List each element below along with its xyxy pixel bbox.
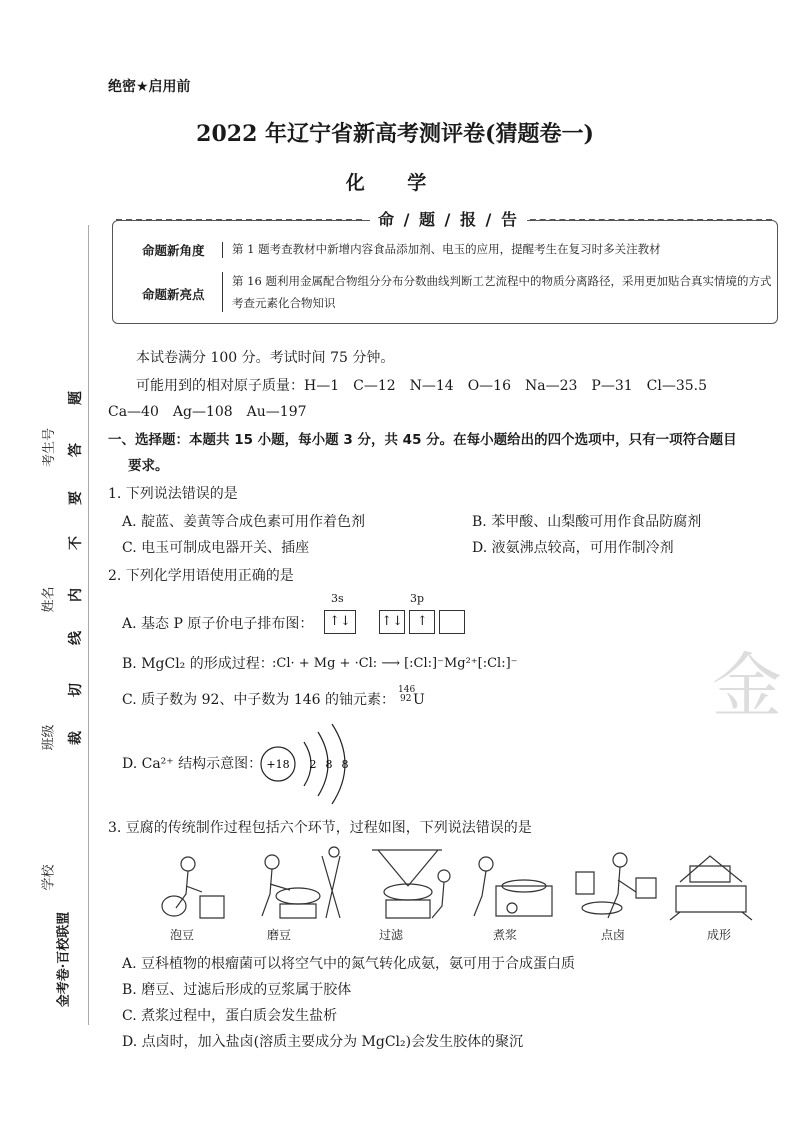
orbital-box-3p-2: ↑ (409, 610, 435, 634)
sidebar-char: 裁 (68, 731, 84, 745)
orbital-label-3p: 3p (410, 592, 425, 605)
ion-structure-diagram (256, 720, 366, 810)
report-separator (222, 242, 223, 258)
confidential-mark: 绝密★启用前 (108, 79, 191, 95)
q2-option-a[interactable]: A. 基态 P 原子价电子排布图： (122, 616, 314, 632)
mass-number: 146 (398, 685, 416, 695)
sidebar-label-school: 学校 (41, 864, 57, 891)
step-caption: 点卤 (600, 928, 625, 942)
atomic-mass-line-2: Ca—40 Ag—108 Au—197 (108, 404, 307, 420)
report-label-highlight: 命题新亮点 (142, 287, 205, 302)
step-caption: 成形 (706, 928, 731, 942)
sidebar-char: 线 (68, 631, 84, 645)
sidebar-brand: 金考卷·百校联盟 (56, 911, 72, 1008)
report-label-angle: 命题新角度 (142, 243, 205, 258)
q1-option-a[interactable]: A. 靛蓝、姜黄等合成色素可用作着色剂 (122, 514, 366, 530)
step-caption: 泡豆 (169, 928, 194, 942)
section-heading-cont: 要求。 (128, 458, 169, 474)
report-divider-left (116, 219, 362, 221)
q1-option-d[interactable]: D. 液氨沸点较高，可用作制冷剂 (472, 540, 674, 556)
atomic-number: 92 (400, 694, 412, 704)
report-text-angle: 第 1 题考查教材中新增内容食品添加剂、电玉的应用，提醒考生在复习时多关注教材 (232, 242, 661, 256)
report-divider-right (520, 219, 772, 221)
report-heading: 命 / 题 / 报 / 告 (370, 207, 527, 230)
sidebar-char: 答 (68, 443, 84, 457)
q2-option-c[interactable]: C. 质子数为 92、中子数为 146 的铀元素： (122, 692, 395, 708)
q2-stem: 2. 下列化学用语使用正确的是 (108, 568, 294, 584)
page-title: 2022 年辽宁省新高考测评卷(猜题卷一) (196, 121, 594, 147)
step-caption: 煮浆 (492, 928, 517, 942)
sidebar-char: 不 (68, 536, 84, 550)
sidebar-char: 内 (68, 588, 84, 602)
subject-title: 化 学 (345, 172, 445, 194)
q2-option-d[interactable]: D. Ca²⁺ 结构示意图： (122, 756, 263, 772)
q1-option-c[interactable]: C. 电玉可制成电器开关、插座 (122, 540, 310, 556)
step-caption: 磨豆 (266, 928, 291, 942)
watermark: 金 (712, 645, 782, 727)
report-text-highlight: 第 16 题利用金属配合物组分分布分数曲线判断工艺流程中的物质分离路径，采用更加贴合真实情境的方式考查元素化合物知识 (232, 274, 772, 310)
sidebar-char: 切 (68, 683, 84, 697)
q3-option-d[interactable]: D. 点卤时，加入盐卤(溶质主要成分为 MgCl₂)会发生胶体的聚沉 (122, 1034, 524, 1050)
shell-electrons: 8 (341, 758, 349, 771)
orbital-label-3s: 3s (331, 592, 344, 605)
orbital-diagram (324, 610, 464, 634)
orbital-box-3p-3 (439, 610, 465, 634)
orbital-box-3p-1: ↑↓ (379, 610, 405, 634)
sidebar-label-exam-number: 考生号 (42, 427, 58, 468)
sidebar-label-name: 姓名 (41, 586, 57, 613)
report-separator (222, 272, 223, 312)
atomic-mass-line: 可能用到的相对原子质量：H—1 C—12 N—14 O—16 Na—23 P—31 Cl—35.5 (136, 378, 708, 394)
shell-electrons: 2 (309, 758, 317, 771)
tofu-process-illustration (150, 846, 760, 924)
mgcl2-formation: :Cl· + Mg + ·Cl: ⟶ [:Cl:]⁻Mg²⁺[:Cl:]⁻ (272, 656, 518, 671)
orbital-box-3s: ↑↓ (324, 610, 356, 634)
q1-option-b[interactable]: B. 苯甲酸、山梨酸可用作食品防腐剂 (472, 514, 702, 530)
binding-line (88, 225, 89, 1025)
q3-stem: 3. 豆腐的传统制作过程包括六个环节，过程如图，下列说法错误的是 (108, 820, 532, 836)
q1-stem: 1. 下列说法错误的是 (108, 486, 238, 502)
sidebar-char: 要 (68, 491, 84, 505)
element-symbol: U (413, 692, 425, 708)
nucleus-charge: +18 (266, 758, 290, 771)
sidebar-label-class: 班级 (41, 724, 57, 751)
step-caption: 过滤 (378, 928, 403, 942)
q3-option-b[interactable]: B. 磨豆、过滤后形成的豆浆属于胶体 (122, 982, 352, 998)
shell-electrons: 8 (325, 758, 333, 771)
exam-info: 本试卷满分 100 分。考试时间 75 分钟。 (136, 350, 395, 366)
sidebar-char: 题 (68, 391, 84, 405)
section-heading: 一、选择题：本题共 15 小题，每小题 3 分，共 45 分。在每小题给出的四个选项中，只有一项符合题目 (108, 432, 737, 448)
q2-option-b[interactable]: B. MgCl₂ 的形成过程： (122, 656, 274, 672)
q3-option-a[interactable]: A. 豆科植物的根瘤菌可以将空气中的氮气转化成氨，氨可用于合成蛋白质 (122, 956, 576, 972)
q3-option-c[interactable]: C. 煮浆过程中，蛋白质会发生盐析 (122, 1008, 338, 1024)
